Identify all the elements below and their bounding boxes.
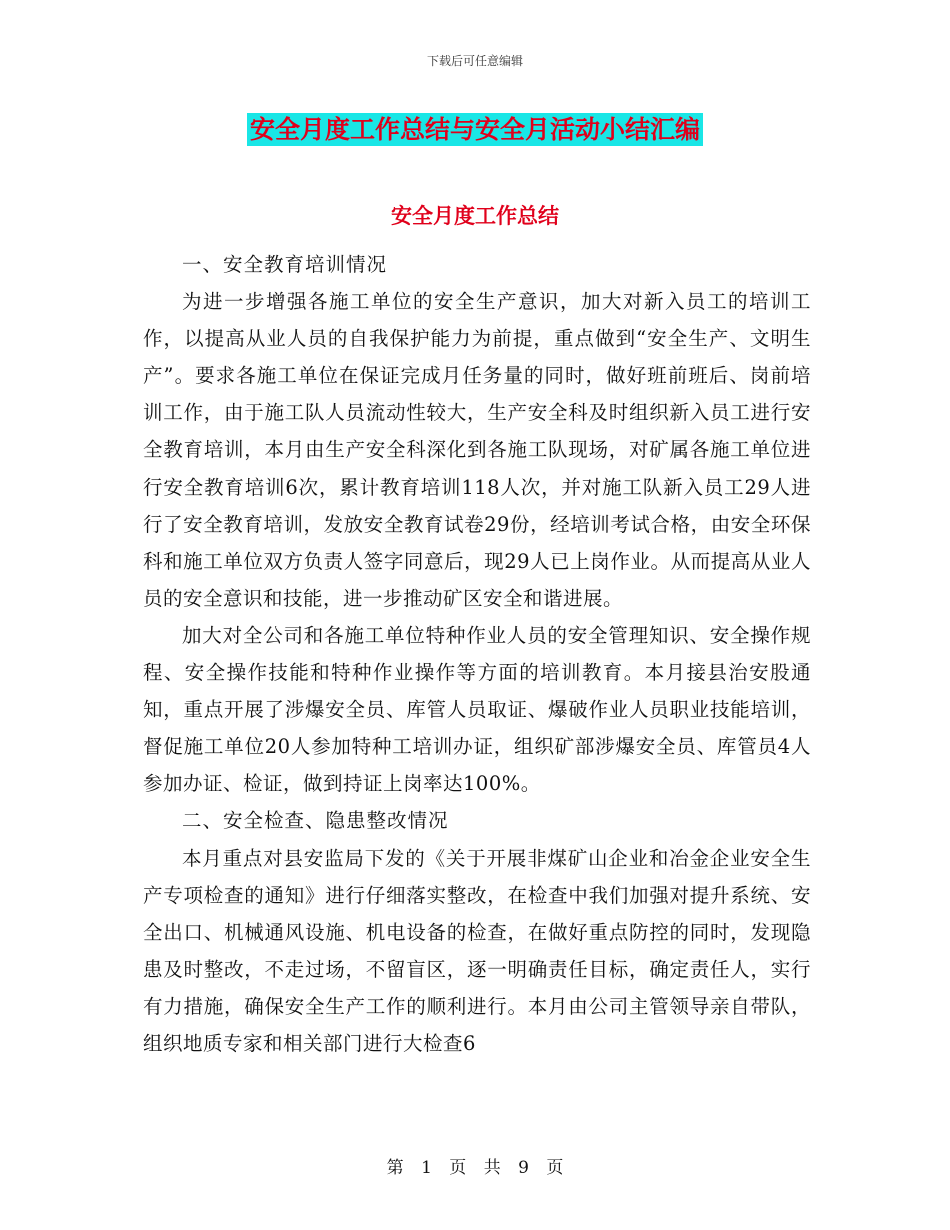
heading-training: 一、安全教育培训情况 [182,253,388,276]
footer-suffix: 页 [546,1158,564,1178]
section-title: 安全月度工作总结 [391,204,559,228]
paragraph-special-operations-training: 加大对全公司和各施工单位特种作业人员的安全管理知识、安全操作规程、安全操作技能和特种作业操作等方面的培训教育。本月接县治安股通知，重点开展了涉爆安全员、库管人员取证、爆破作业人员职业技能培训，督促施工单位20人参加特种工培训办证，组织矿部涉爆安全员、库管员4人参加办证、检证，做到持证上岗率达100%。 [143,623,811,796]
document-title-text: 安全月度工作总结与安全月活动小结汇编 [247,113,703,146]
footer-total-pages: 9 [518,1158,529,1178]
document-body [143,246,811,1062]
footer-total-label: 共 [483,1158,501,1178]
paragraph-training-new-staff: 为进一步增强各施工单位的安全生产意识，加大对新入员工的培训工作，以提高从业人员的自我保护能力为前提，重点做到“安全生产、文明生产”。要求各施工单位在保证完成月任务量的同时，做好班前班后、岗前培训工作，由于施工队人员流动性较大，生产安全科及时组织新入员工进行安全教育培训，本月由生产安全科深化到各施工队现场，对矿属各施工单位进行安全教育培训6次，累计教育培训118人次，并对施工队新入员工29人进行了安全教育培训，发放安全教育试卷29份，经培训考试合格，由安全环保科和施工单位双方负责人签字同意后，现29人已上岗作业。从而提高从业人员的安全意识和技能，进一步推动矿区安全和谐进展。 [143,290,811,610]
page-footer [0,1153,950,1178]
document-title [0,110,950,146]
footer-current-page: 1 [421,1158,432,1178]
paragraph-inspection: 本月重点对县安监局下发的《关于开展非煤矿山企业和冶金企业安全生产专项检查的通知》进行仔细落实整改，在检查中我们加强对提升系统、安全出口、机械通风设施、机电设备的检查，在做好重点防控的同时，发现隐患及时整改，不走过场，不留盲区，逐一明确责任目标，确定责任人，实行有力措施，确保安全生产工作的顺利进行。本月由公司主管领导亲自带队，组织地质专家和相关部门进行大检查6 [143,846,811,1055]
heading-inspection: 二、安全检查、隐患整改情况 [182,809,449,833]
header-note: 下载后可任意编辑 [426,54,523,68]
footer-page-unit: 页 [449,1158,467,1178]
footer-prefix: 第 [386,1158,404,1178]
